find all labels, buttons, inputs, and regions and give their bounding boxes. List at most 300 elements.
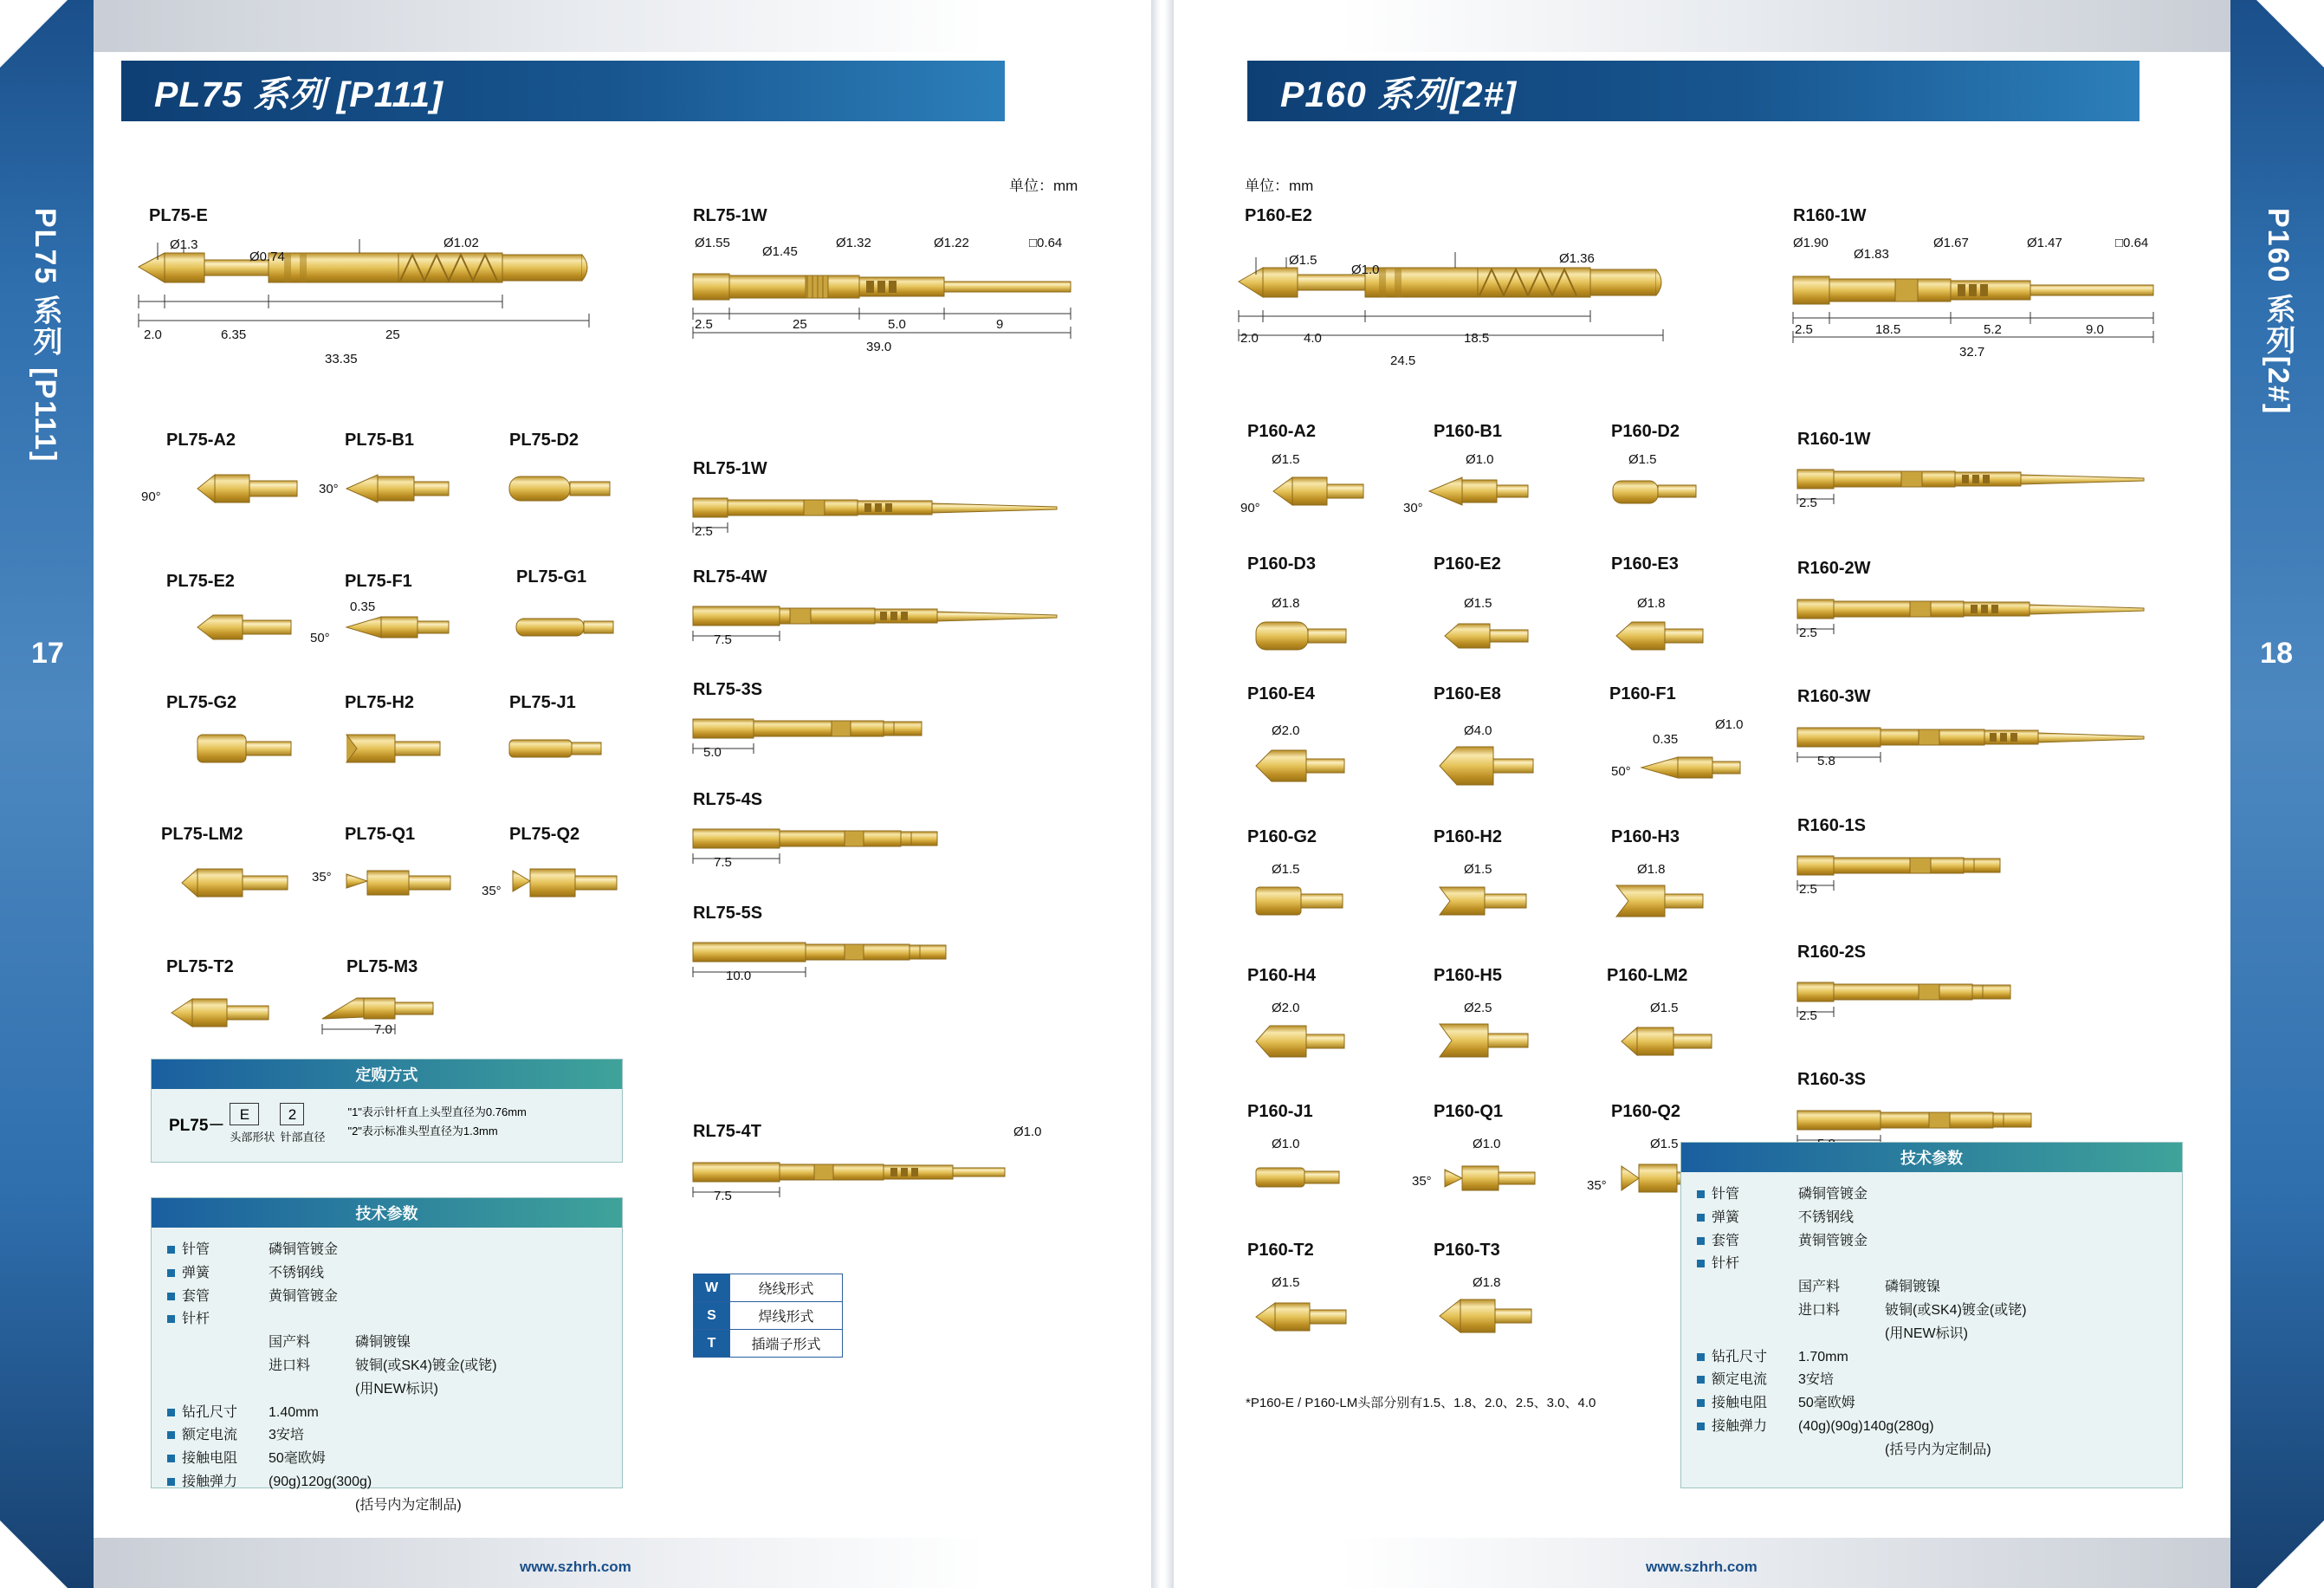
glyph-pl75-t2: [172, 992, 284, 1034]
spec-value: 磷铜镀镍: [355, 1335, 411, 1351]
dia-p160-j1: Ø1.0: [1272, 1137, 1300, 1151]
spec-row: [1697, 1300, 2166, 1322]
dim-rl751w-total: 39.0: [866, 340, 892, 354]
spec-key: 额定电流: [1712, 1372, 1768, 1388]
dia-pl75e-3: Ø1.02: [443, 236, 479, 250]
spec-row: [1697, 1231, 2166, 1253]
dim-r1601w-1: 2.5: [1795, 322, 1813, 337]
part-label-p160-h4: P160-H4: [1247, 966, 1316, 985]
part-label-r160-2s: R160-2S: [1797, 943, 1866, 962]
dim-pl75e-total: 33.35: [325, 352, 358, 366]
dim-r1601w-3: 5.2: [1984, 322, 2002, 337]
glyph-p160-h2: [1440, 882, 1544, 920]
page-spine: [1151, 0, 1174, 1588]
right-footer-url[interactable]: www.szhrh.com: [1646, 1559, 1758, 1575]
dim-rl75-4s: 7.5: [714, 855, 732, 870]
dim-pl75e-2: 6.35: [221, 327, 247, 342]
part-label-pl75-e2: PL75-E2: [166, 572, 235, 591]
part-label-p160-a2: P160-A2: [1247, 422, 1316, 441]
spec-value: 黄铜管镀金: [269, 1288, 339, 1304]
spec-value: 3安培: [269, 1428, 304, 1443]
bullet-icon: [167, 1246, 175, 1254]
dim-r160-1w: 2.5: [1799, 496, 1817, 510]
left-spec-rows: [152, 1228, 622, 1531]
right-rail-series-label: P160 系列[2#]: [2262, 208, 2295, 416]
bullet-icon: [1697, 1376, 1705, 1384]
ann2-p160-f1: 0.35: [1653, 732, 1679, 747]
glyph-p160-lm2: [1622, 1021, 1725, 1062]
order-caption2: 针部直径: [280, 1131, 326, 1144]
spec-row: [1697, 1347, 2166, 1369]
decor-top-left: [94, 0, 986, 52]
spec-value: 磷铜管镀金: [1798, 1187, 1868, 1202]
glyph-p160-e3: [1616, 617, 1720, 655]
spec-key: 针管: [182, 1242, 210, 1257]
right-page-number: 18: [2260, 637, 2293, 670]
spec-value: 磷铜管镀金: [269, 1242, 339, 1257]
spec-key: 套管: [182, 1288, 210, 1304]
glyph-pl75-f1: [346, 606, 459, 648]
part-label-pl75-b1: PL75-B1: [345, 431, 415, 450]
dia-r1601w-4: Ø1.47: [2027, 236, 2062, 250]
dia-p160-t3: Ø1.8: [1473, 1275, 1501, 1290]
glyph-pl75-a2: [197, 468, 310, 509]
spec-value: 1.70mm: [1798, 1349, 1848, 1364]
right-spec-title: 技术参数: [1681, 1143, 2182, 1172]
dia-p160-d3: Ø1.8: [1272, 596, 1300, 611]
glyph-pl75-m3: [322, 988, 452, 1036]
dia-p160-lm2: Ø1.5: [1650, 1001, 1679, 1015]
spec-value: (括号内为定制品): [355, 1497, 462, 1513]
left-header-title: PL75 系列 [P111]: [154, 74, 443, 114]
decor-bottom-right: [1338, 1538, 2230, 1588]
spec-row: [1697, 1208, 2166, 1229]
ann-p160-b1: 30°: [1403, 501, 1423, 515]
left-spec-title: 技术参数: [152, 1198, 622, 1228]
spec-value: 不锈钢线: [269, 1265, 325, 1280]
spec-row: [167, 1379, 606, 1401]
part-label-r160-3w: R160-3W: [1797, 687, 1871, 706]
spec-row: [167, 1425, 606, 1447]
right-page-header: [1247, 61, 2140, 121]
glyph-pl75-h2: [346, 728, 459, 769]
part-label-pl75-f1: PL75-F1: [345, 572, 412, 591]
ann-pl75-q2: 35°: [482, 884, 502, 898]
spec-row: [1697, 1277, 2166, 1299]
spec-row: [167, 1403, 606, 1424]
dim-rl75-4t: 7.5: [714, 1189, 732, 1203]
bullet-icon: [167, 1455, 175, 1462]
part-label-pl75-t2: PL75-T2: [166, 957, 234, 976]
part-label-rl75-3s: RL75-3S: [693, 680, 763, 699]
glyph-pl75-q1: [346, 862, 468, 904]
part-label-p160-h5: P160-H5: [1434, 966, 1502, 985]
ann-p160-f1: 50°: [1611, 764, 1631, 779]
spec-value: 黄铜管镀金: [1798, 1233, 1868, 1248]
right-spec-box: [1680, 1142, 2183, 1488]
part-label-p160-t3: P160-T3: [1434, 1241, 1500, 1260]
glyph-p160-d3: [1256, 617, 1360, 655]
bullet-icon: [167, 1409, 175, 1416]
part-label-p160-d2: P160-D2: [1611, 422, 1680, 441]
spec-row: [167, 1309, 606, 1331]
dim-p160e2-1: 2.0: [1240, 331, 1259, 346]
bullet-icon: [167, 1315, 175, 1323]
glyph-p160-f1: [1641, 747, 1754, 788]
spec-value: (用NEW标识): [355, 1381, 438, 1397]
part-label-pl75-lm2: PL75-LM2: [161, 825, 243, 844]
order-method-title: 定购方式: [152, 1060, 622, 1089]
dia-p160-h3: Ø1.8: [1637, 862, 1666, 877]
glyph-pl75-d2: [509, 468, 622, 509]
order-code2-wrap: [280, 1103, 325, 1144]
dia-p160-q2: Ø1.5: [1650, 1137, 1679, 1151]
dia-pl75e-2: Ø0.74: [249, 250, 285, 264]
dim-rl751w-3: 5.0: [888, 317, 906, 332]
bullet-icon: [167, 1431, 175, 1439]
dim-rl75-1w: 2.5: [695, 524, 713, 539]
dia-p160-g2: Ø1.5: [1272, 862, 1300, 877]
spec-key: 针杆: [182, 1312, 210, 1327]
spec-row: [167, 1332, 606, 1354]
right-page-rail: [2230, 0, 2324, 1588]
part-label-rl75-1w-main: RL75-1W: [693, 206, 767, 225]
drawing-r160-1s: [1797, 847, 2161, 898]
drawing-rl75-4s: [693, 820, 1074, 872]
spec-key: 针杆: [1712, 1256, 1740, 1272]
rail-corner-bottom-right: [2256, 1520, 2324, 1588]
dia-r1601w-3: Ø1.67: [1933, 236, 1969, 250]
dim-r1601w-total: 32.7: [1959, 345, 1985, 360]
dim-r1601w-4: 9.0: [2086, 322, 2104, 337]
bullet-icon: [167, 1269, 175, 1277]
right-header-title: P160 系列[2#]: [1280, 74, 1518, 114]
spec-value: (括号内为定制品): [1885, 1442, 1991, 1457]
dim-r160-1s: 2.5: [1799, 882, 1817, 897]
left-page-header: [121, 61, 1005, 121]
ann-p160-a2: 90°: [1240, 501, 1260, 515]
spec-key: 钻孔尺寸: [182, 1404, 238, 1420]
order-method-body: [152, 1089, 622, 1158]
part-label-p160-e2: P160-E2: [1434, 554, 1501, 574]
part-label-rl75-4w: RL75-4W: [693, 567, 767, 587]
order-code-row: [169, 1103, 325, 1144]
ann2-pl75-f1: 0.35: [350, 600, 376, 614]
dia-rl751w-3: Ø1.32: [836, 236, 871, 250]
dim-rl751w-2: 25: [793, 317, 807, 332]
spec-row: [1697, 1393, 2166, 1415]
wst-desc-0: 绕线形式: [730, 1274, 843, 1302]
left-unit-label: 单位：mm: [1009, 178, 1078, 194]
bullet-icon: [167, 1293, 175, 1300]
drawing-r160-3w: [1797, 719, 2161, 769]
order-method-box: [151, 1059, 623, 1163]
dia-rl75-4t: Ø1.0: [1013, 1125, 1042, 1139]
dia-p160e2-2: Ø1.0: [1351, 263, 1380, 277]
dia-r1601w-5: □0.64: [2115, 236, 2149, 250]
part-label-p160-e2-main: P160-E2: [1245, 206, 1312, 225]
glyph-p160-a2: [1273, 472, 1377, 510]
dim-p160e2-2: 4.0: [1304, 331, 1322, 346]
spec-row: [167, 1495, 606, 1517]
spec-key: 弹簧: [182, 1265, 210, 1280]
dim-r160-2s: 2.5: [1799, 1008, 1817, 1023]
part-label-rl75-1w: RL75-1W: [693, 459, 767, 478]
spec-value: 铍铜(或SK4)镀金(或铑): [355, 1358, 497, 1373]
ann-pl75-q1: 35°: [312, 870, 332, 885]
dim-r1601w-2: 18.5: [1875, 322, 1901, 337]
dia-p160-f1: Ø1.0: [1715, 717, 1744, 732]
spec-key: 进口料: [269, 1358, 311, 1373]
part-label-pl75-j1: PL75-J1: [509, 693, 576, 712]
glyph-p160-t3: [1440, 1294, 1544, 1338]
dia-p160-d2: Ø1.5: [1628, 452, 1657, 467]
dim-rl751w-4: 9: [996, 317, 1004, 332]
wst-code-1: S: [694, 1302, 730, 1330]
part-label-pl75-q2: PL75-Q2: [509, 825, 580, 844]
bullet-icon: [1697, 1190, 1705, 1198]
dia-p160-q1: Ø1.0: [1473, 1137, 1501, 1151]
wst-code-2: T: [694, 1330, 730, 1358]
glyph-p160-e8: [1440, 743, 1552, 788]
glyph-p160-e4: [1256, 745, 1360, 787]
bullet-icon: [1697, 1260, 1705, 1267]
glyph-pl75-q2: [513, 862, 634, 904]
glyph-pl75-g2: [197, 728, 310, 769]
part-label-p160-q1: P160-Q1: [1434, 1102, 1504, 1121]
spec-row: [1697, 1254, 2166, 1275]
drawing-r160-1w: [1797, 461, 2161, 511]
part-label-pl75-g1: PL75-G1: [516, 567, 587, 587]
ann-pl75-m3: 7.0: [374, 1022, 392, 1037]
spec-row: [167, 1449, 606, 1470]
ann-pl75-b1: 30°: [319, 482, 339, 496]
bullet-icon: [1697, 1423, 1705, 1430]
ann-pl75-f1: 50°: [310, 631, 330, 645]
dim-rl751w-1: 2.5: [695, 317, 713, 332]
dia-p160e2-3: Ø1.36: [1559, 251, 1595, 266]
part-label-p160-f1: P160-F1: [1609, 684, 1676, 703]
glyph-p160-b1: [1429, 472, 1542, 510]
glyph-p160-d2: [1613, 472, 1717, 510]
part-label-pl75-q1: PL75-Q1: [345, 825, 416, 844]
spec-row: [1697, 1416, 2166, 1438]
dim-p160e2-3: 18.5: [1464, 331, 1490, 346]
dim-pl75e-1: 2.0: [144, 327, 162, 342]
part-label-p160-h2: P160-H2: [1434, 827, 1502, 846]
table-row: [694, 1302, 843, 1330]
bullet-icon: [1697, 1353, 1705, 1361]
part-label-p160-j1: P160-J1: [1247, 1102, 1313, 1121]
wst-desc-2: 插端子形式: [730, 1330, 843, 1358]
dia-r1601w-2: Ø1.83: [1854, 247, 1889, 262]
glyph-p160-t2: [1256, 1296, 1360, 1336]
part-label-p160-e3: P160-E3: [1611, 554, 1679, 574]
spec-row: [1697, 1324, 2166, 1345]
drawing-r160-2w: [1797, 591, 2161, 641]
bullet-icon: [167, 1478, 175, 1486]
bullet-icon: [1697, 1214, 1705, 1222]
glyph-pl75-b1: [346, 468, 459, 509]
spec-value: 磷铜镀镍: [1885, 1280, 1941, 1295]
spec-row: [167, 1472, 606, 1494]
dia-p160-e2: Ø1.5: [1464, 596, 1492, 611]
part-label-r160-3s: R160-3S: [1797, 1070, 1866, 1089]
wst-code-0: W: [694, 1274, 730, 1302]
dia-p160e2-1: Ø1.5: [1289, 253, 1317, 268]
drawing-rl75-1w-main: [693, 260, 1091, 355]
dim-pl75e-3: 25: [385, 327, 400, 342]
dia-p160-b1: Ø1.0: [1466, 452, 1494, 467]
drawing-rl75-3s: [693, 710, 1074, 762]
glyph-p160-e2: [1445, 617, 1549, 655]
dia-p160-t2: Ø1.5: [1272, 1275, 1300, 1290]
dia-p160-h4: Ø2.0: [1272, 1001, 1300, 1015]
glyph-p160-j1: [1256, 1159, 1360, 1197]
glyph-pl75-e2: [197, 606, 310, 648]
spec-value: 铍铜(或SK4)镀金(或铑): [1885, 1302, 2027, 1318]
order-note-2: "2"表示标准头型直径为1.3mm: [347, 1125, 498, 1138]
drawing-r160-2s: [1797, 974, 2161, 1024]
part-label-pl75-h2: PL75-H2: [345, 693, 415, 712]
spec-key: 接触弹力: [1712, 1418, 1768, 1434]
part-label-pl75-g2: PL75-G2: [166, 693, 237, 712]
order-notes: [347, 1103, 526, 1141]
part-label-pl75-m3: PL75-M3: [346, 957, 418, 976]
spec-key: 接触电阻: [1712, 1396, 1768, 1411]
order-code1-wrap: [230, 1103, 275, 1144]
spec-key: 接触电阻: [182, 1451, 238, 1467]
part-label-p160-e8: P160-E8: [1434, 684, 1501, 703]
spec-row: [167, 1356, 606, 1377]
dia-p160-e4: Ø2.0: [1272, 723, 1300, 738]
dia-rl751w-5: □0.64: [1029, 236, 1063, 250]
left-rail-series-label: PL75 系列 [P111]: [29, 208, 61, 463]
spec-row: [1697, 1370, 2166, 1391]
rail-corner-top: [0, 0, 68, 68]
part-label-rl75-4s: RL75-4S: [693, 790, 763, 809]
table-row: [694, 1274, 843, 1302]
left-spec-box: [151, 1197, 623, 1513]
right-header-clip: [2140, 61, 2179, 121]
dia-p160-h2: Ø1.5: [1464, 862, 1492, 877]
spec-value: (90g)120g(300g): [269, 1474, 372, 1489]
glyph-p160-g2: [1256, 882, 1360, 920]
spec-key: 套管: [1712, 1233, 1740, 1248]
dim-p160e2-total: 24.5: [1390, 353, 1416, 368]
drawing-rl75-1w: [693, 489, 1074, 541]
part-label-p160-e4: P160-E4: [1247, 684, 1315, 703]
dim-rl75-3s: 5.0: [703, 745, 722, 760]
spec-value: 不锈钢线: [1798, 1209, 1855, 1225]
part-label-pl75-e: PL75-E: [149, 206, 208, 225]
glyph-p160-h5: [1440, 1019, 1544, 1062]
spec-key: 弹簧: [1712, 1209, 1740, 1225]
part-label-r160-1s: R160-1S: [1797, 816, 1866, 835]
ann-p160-q2: 35°: [1587, 1178, 1607, 1193]
left-header-clip: [1005, 61, 1045, 121]
rail-corner-bottom: [0, 1520, 68, 1588]
part-label-p160-d3: P160-D3: [1247, 554, 1316, 574]
glyph-pl75-lm2: [182, 862, 303, 904]
dia-p160-a2: Ø1.5: [1272, 452, 1300, 467]
spec-value: (用NEW标识): [1885, 1325, 1968, 1341]
spec-key: 额定电流: [182, 1428, 238, 1443]
dim-rl75-5s: 10.0: [726, 969, 752, 983]
glyph-p160-h4: [1256, 1021, 1360, 1062]
right-footnote: *P160-E / P160-LM头部分别有1.5、1.8、2.0、2.5、3.0、4.0: [1246, 1396, 1596, 1410]
left-page-rail: [0, 0, 94, 1588]
right-unit-label: 单位：mm: [1245, 178, 1314, 194]
part-label-p160-g2: P160-G2: [1247, 827, 1317, 846]
right-spec-rows: [1681, 1172, 2182, 1475]
spec-value: 50毫欧姆: [1798, 1396, 1855, 1411]
order-code2: 2: [280, 1103, 304, 1125]
decor-top-right: [1338, 0, 2230, 52]
spec-key: 进口料: [1798, 1302, 1841, 1318]
part-label-pl75-a2: PL75-A2: [166, 431, 236, 450]
part-label-r160-1w-main: R160-1W: [1793, 206, 1867, 225]
part-label-r160-2w: R160-2W: [1797, 559, 1871, 578]
rail-corner-top-right: [2256, 0, 2324, 68]
spec-key: 国产料: [1798, 1280, 1841, 1295]
glyph-p160-q1: [1445, 1159, 1549, 1197]
dia-p160-e8: Ø4.0: [1464, 723, 1492, 738]
dim-r160-3w: 5.8: [1817, 754, 1835, 768]
spec-key: 钻孔尺寸: [1712, 1349, 1768, 1364]
part-label-p160-q2: P160-Q2: [1611, 1102, 1681, 1121]
spec-value: 1.40mm: [269, 1404, 319, 1420]
spec-key: 国产料: [269, 1335, 311, 1351]
terminal-form-table: [693, 1274, 843, 1358]
bullet-icon: [1697, 1399, 1705, 1407]
dia-r1601w-1: Ø1.90: [1793, 236, 1829, 250]
part-label-r160-1w: R160-1W: [1797, 430, 1871, 449]
table-row: [694, 1330, 843, 1358]
spec-row: [167, 1263, 606, 1285]
spec-value: 50毫欧姆: [269, 1451, 326, 1467]
order-prefix: PL75－: [169, 1116, 225, 1135]
order-caption1: 头部形状: [230, 1131, 275, 1144]
spec-row: [167, 1240, 606, 1261]
spec-key: 针管: [1712, 1187, 1740, 1202]
dia-pl75e-1: Ø1.3: [170, 237, 198, 252]
part-label-pl75-d2: PL75-D2: [509, 431, 579, 450]
spec-value: (40g)(90g)140g(280g): [1798, 1418, 1934, 1434]
glyph-pl75-g1: [516, 606, 629, 648]
dia-p160-e3: Ø1.8: [1637, 596, 1666, 611]
drawing-rl75-4w: [693, 598, 1074, 650]
glyph-pl75-j1: [509, 729, 622, 768]
part-label-p160-b1: P160-B1: [1434, 422, 1502, 441]
glyph-p160-h3: [1616, 880, 1720, 922]
dia-rl751w-4: Ø1.22: [934, 236, 969, 250]
dia-rl751w-1: Ø1.55: [695, 236, 730, 250]
part-label-p160-t2: P160-T2: [1247, 1241, 1314, 1260]
part-label-rl75-5s: RL75-5S: [693, 904, 763, 923]
part-label-rl75-4t: RL75-4T: [693, 1122, 761, 1141]
left-footer-url[interactable]: www.szhrh.com: [520, 1559, 631, 1575]
dia-rl751w-2: Ø1.45: [762, 244, 798, 259]
spec-row: [1697, 1440, 2166, 1462]
ann-pl75-a2: 90°: [141, 489, 161, 504]
wst-desc-1: 焊线形式: [730, 1302, 843, 1330]
spec-row: [167, 1287, 606, 1308]
left-page-number: 17: [31, 637, 64, 670]
spec-value: 3安培: [1798, 1372, 1834, 1388]
order-note-1: "1"表示针杆直上头型直径为0.76mm: [347, 1105, 527, 1118]
part-label-p160-lm2: P160-LM2: [1607, 966, 1688, 985]
